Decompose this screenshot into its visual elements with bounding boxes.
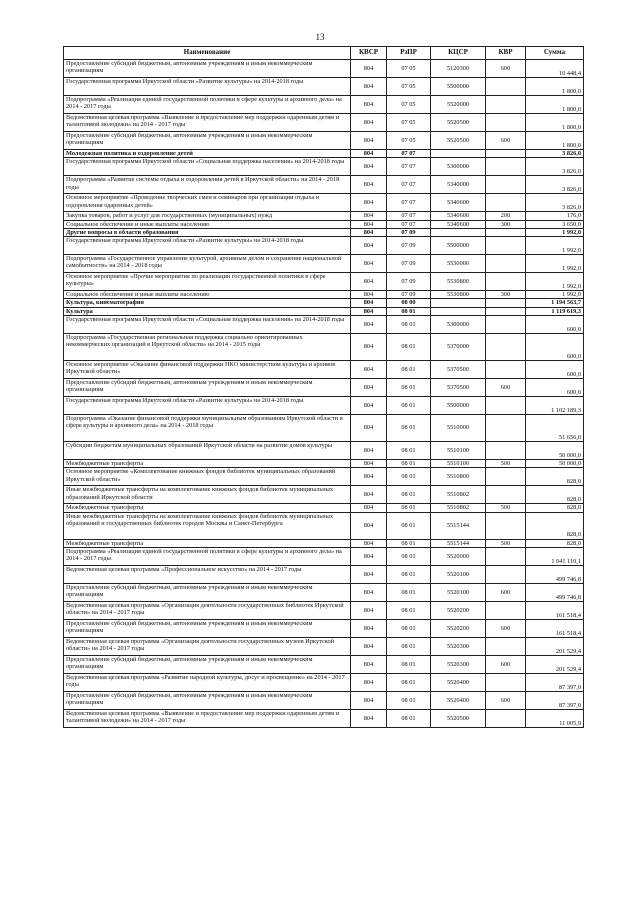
cell-kvsr: 804: [351, 78, 387, 96]
cell-kcsr: 5370000: [431, 334, 486, 361]
cell-sum: 499 746,8: [526, 565, 584, 583]
cell-name: Основное мероприятие «Комплектование книжных фондов библиотек муниципальных образований Иркутской области»: [64, 468, 351, 486]
table-row: [64, 291, 584, 299]
cell-sum: 1 992,0: [526, 273, 584, 291]
cell-sum: 161 518,4: [526, 619, 584, 637]
cell-name: Межбюджетные трансферты: [64, 539, 351, 547]
cell-sum: 1 800,0: [526, 96, 584, 114]
cell-kvr: [486, 299, 526, 307]
header-kcsr: КЦСР: [431, 47, 486, 60]
cell-rzpr: 08 01: [387, 547, 431, 565]
table-row: [64, 547, 584, 565]
cell-rzpr: 07 07: [387, 194, 431, 212]
cell-kvr: [486, 194, 526, 212]
cell-kcsr: 5340600: [431, 212, 486, 220]
cell-rzpr: 08 01: [387, 504, 431, 512]
cell-kvr: 500: [486, 539, 526, 547]
cell-kvsr: 804: [351, 565, 387, 583]
cell-kvsr: 804: [351, 512, 387, 539]
cell-kvr: [486, 78, 526, 96]
cell-name: Подпрограмма «Государственная региональная поддержка социально ориентированных некоммерческих организаций в Иркутской области» на 2014 - 2015 годы: [64, 334, 351, 361]
budget-table: [63, 46, 584, 728]
table-row: [64, 194, 584, 212]
cell-name: Предоставление субсидий бюджетным, автономным учреждениям и иным некоммерческим организациям: [64, 60, 351, 78]
cell-rzpr: 07 07: [387, 220, 431, 228]
cell-kvr: [486, 158, 526, 176]
cell-kvr: [486, 512, 526, 539]
header-kvr: КВР: [486, 47, 526, 60]
cell-kcsr: 5515144: [431, 512, 486, 539]
cell-rzpr: 07 07: [387, 176, 431, 194]
table-row: [64, 228, 584, 236]
table-row: [64, 601, 584, 619]
cell-kvr: [486, 316, 526, 334]
cell-kcsr: 5510000: [431, 415, 486, 442]
table-row: [64, 397, 584, 415]
cell-sum: 600,0: [526, 379, 584, 397]
cell-kcsr: 5520500: [431, 114, 486, 132]
cell-rzpr: 07 09: [387, 255, 431, 273]
cell-rzpr: 07 09: [387, 228, 431, 236]
cell-kcsr: 5520200: [431, 619, 486, 637]
header-rzpr: РзПР: [387, 47, 431, 60]
cell-kvr: [486, 176, 526, 194]
table-row: [64, 316, 584, 334]
cell-kvsr: 804: [351, 194, 387, 212]
cell-kcsr: 5510802: [431, 486, 486, 504]
cell-sum: 1 800,0: [526, 78, 584, 96]
table-row: [64, 583, 584, 601]
cell-kvr: 300: [486, 291, 526, 299]
cell-name: Иные межбюджетные трансферты на комплектование книжных фондов библиотек муниципальных образований и государственных библиотек городов Москвы и Санкт-Петербурга: [64, 512, 351, 539]
cell-kcsr: 5340000: [431, 176, 486, 194]
cell-rzpr: 08 01: [387, 460, 431, 468]
cell-kcsr: 5520200: [431, 601, 486, 619]
cell-sum: 50 000,0: [526, 460, 584, 468]
cell-kvsr: 804: [351, 273, 387, 291]
cell-sum: 828,0: [526, 468, 584, 486]
cell-name: Предоставление субсидий бюджетным, автономным учреждениям и иным некоммерческим организациям: [64, 691, 351, 709]
cell-name: Подпрограмма «Оказание финансовой поддержки муниципальным образованиям Иркутской области в сфере культуры и архивного дела» на 2014 - 2018 годы: [64, 415, 351, 442]
cell-kvr: [486, 237, 526, 255]
cell-sum: 1 992,0: [526, 228, 584, 236]
cell-name: Предоставление субсидий бюджетным, автономным учреждениям и иным некоммерческим организациям: [64, 619, 351, 637]
cell-sum: 1 800,0: [526, 132, 584, 150]
cell-rzpr: 08 01: [387, 334, 431, 361]
cell-kvr: 600: [486, 655, 526, 673]
cell-kcsr: 5520300: [431, 637, 486, 655]
cell-kvr: [486, 114, 526, 132]
cell-kvsr: 804: [351, 619, 387, 637]
cell-kvsr: 804: [351, 307, 387, 315]
cell-name: Подпрограмма «Реализация единой государственной политики в сфере культуры и архивного дела» на 2014 - 2017 годы: [64, 547, 351, 565]
cell-kvsr: 804: [351, 709, 387, 727]
cell-kcsr: 5510800: [431, 468, 486, 486]
cell-rzpr: 08 01: [387, 397, 431, 415]
cell-kcsr: 5500000: [431, 237, 486, 255]
cell-kvr: 500: [486, 460, 526, 468]
table-row: [64, 220, 584, 228]
cell-kvr: 200: [486, 212, 526, 220]
table-row: [64, 691, 584, 709]
cell-rzpr: 08 01: [387, 512, 431, 539]
cell-kvr: [486, 601, 526, 619]
cell-name: Ведомственная целевая программа «Профессиональное искусство» на 2014 - 2017 годы: [64, 565, 351, 583]
cell-sum: 176,0: [526, 212, 584, 220]
cell-sum: 51 656,0: [526, 415, 584, 442]
cell-kcsr: 5370500: [431, 379, 486, 397]
cell-name: Государственная программа Иркутской области «Развитие культуры» на 2014-2018 годы: [64, 78, 351, 96]
cell-kcsr: 5500000: [431, 78, 486, 96]
cell-name: Субсидии бюджетам муниципальных образований Иркутской области на развитие домов культуры: [64, 442, 351, 460]
cell-kvsr: 804: [351, 255, 387, 273]
header-sum: Сумма: [526, 47, 584, 60]
cell-name: Предоставление субсидий бюджетным, автономным учреждениям и иным некоммерческим организациям: [64, 583, 351, 601]
cell-kcsr: 5520400: [431, 691, 486, 709]
cell-kcsr: 5520400: [431, 673, 486, 691]
cell-kvr: [486, 486, 526, 504]
table-row: [64, 673, 584, 691]
cell-name: Ведомственная целевая программа «Выявление и предоставление мер поддержки одаренным детям и талантливой молодежи» на 2014 - 2017 годы: [64, 709, 351, 727]
table-row: [64, 460, 584, 468]
table-row: [64, 512, 584, 539]
table-row: [64, 504, 584, 512]
cell-kcsr: 5515144: [431, 539, 486, 547]
cell-name: Основное мероприятие «Прочие мероприятия по реализации государственной политики в сфере культуры»: [64, 273, 351, 291]
cell-name: Другие вопросы в области образования: [64, 228, 351, 236]
cell-kvsr: 804: [351, 468, 387, 486]
table-row: [64, 468, 584, 486]
cell-rzpr: 08 01: [387, 619, 431, 637]
cell-kcsr: 5300000: [431, 316, 486, 334]
cell-name: Ведомственная целевая программа «Выявление и предоставление мер поддержки одаренным детям и талантливой молодежи» на 2014 - 2017 годы: [64, 114, 351, 132]
table-row: [64, 237, 584, 255]
cell-rzpr: 07 05: [387, 78, 431, 96]
cell-kvsr: 804: [351, 442, 387, 460]
header-kvsr: КВСР: [351, 47, 387, 60]
cell-rzpr: 08 01: [387, 583, 431, 601]
cell-name: Ведомственная целевая программа «Развитие народной культуры, досуг и просвещение» на 2014 - 2017 годы: [64, 673, 351, 691]
cell-rzpr: 07 05: [387, 132, 431, 150]
table-row: [64, 379, 584, 397]
cell-name: Культура, кинематография: [64, 299, 351, 307]
cell-name: Государственная программа Иркутской области «Развитие культуры» на 2014-2018 годы: [64, 237, 351, 255]
cell-kvsr: 804: [351, 96, 387, 114]
table-row: [64, 212, 584, 220]
cell-sum: 1 102 189,3: [526, 397, 584, 415]
table-row: [64, 442, 584, 460]
cell-sum: 201 529,4: [526, 655, 584, 673]
cell-kvr: [486, 397, 526, 415]
cell-rzpr: 08 01: [387, 655, 431, 673]
cell-sum: 499 746,8: [526, 583, 584, 601]
cell-kvr: [486, 709, 526, 727]
cell-kvsr: 804: [351, 397, 387, 415]
cell-rzpr: 08 01: [387, 565, 431, 583]
cell-name: Подпрограмма «Реализация единой государственной политики в сфере культуры и архивного дела» на 2014 - 2017 годы: [64, 96, 351, 114]
cell-rzpr: 07 07: [387, 150, 431, 158]
cell-kvsr: 804: [351, 583, 387, 601]
cell-kcsr: 5530800: [431, 273, 486, 291]
cell-name: Ведомственная целевая программа «Организация деятельности государственных музеев Иркутской области» на 2014 - 2017 годы: [64, 637, 351, 655]
cell-sum: 201 529,4: [526, 637, 584, 655]
cell-name: Предоставление субсидий бюджетным, автономным учреждениям и иным некоммерческим организациям: [64, 655, 351, 673]
cell-kvsr: 804: [351, 220, 387, 228]
table-row: [64, 96, 584, 114]
cell-kvsr: 804: [351, 673, 387, 691]
cell-kvsr: 804: [351, 158, 387, 176]
cell-rzpr: 07 05: [387, 96, 431, 114]
cell-name: Основное мероприятие «Оказание финансовой поддержки НКО министерством культуры и архивов Иркутской области»: [64, 361, 351, 379]
cell-name: Предоставление субсидий бюджетным, автономным учреждениям и иным некоммерческим организациям: [64, 379, 351, 397]
cell-rzpr: 07 05: [387, 114, 431, 132]
cell-sum: 600,0: [526, 316, 584, 334]
cell-sum: 1 194 563,7: [526, 299, 584, 307]
cell-rzpr: 08 01: [387, 316, 431, 334]
cell-rzpr: 07 09: [387, 237, 431, 255]
table-row: [64, 299, 584, 307]
table-row: [64, 273, 584, 291]
cell-name: Иные межбюджетные трансферты на комплектование книжных фондов библиотек муниципальных образований Иркутской области: [64, 486, 351, 504]
cell-rzpr: 08 01: [387, 361, 431, 379]
cell-kvsr: 804: [351, 237, 387, 255]
cell-kvr: [486, 361, 526, 379]
cell-sum: 828,0: [526, 512, 584, 539]
cell-kvsr: 804: [351, 655, 387, 673]
cell-sum: 161 518,4: [526, 601, 584, 619]
cell-kvsr: 804: [351, 212, 387, 220]
table-row: [64, 307, 584, 315]
cell-sum: 3 826,0: [526, 158, 584, 176]
cell-rzpr: 08 00: [387, 299, 431, 307]
cell-kvr: [486, 307, 526, 315]
cell-kvr: 300: [486, 220, 526, 228]
cell-kcsr: 5520100: [431, 583, 486, 601]
cell-kcsr: 5530800: [431, 291, 486, 299]
cell-kvsr: 804: [351, 504, 387, 512]
cell-rzpr: 08 01: [387, 307, 431, 315]
cell-kcsr: 5510100: [431, 442, 486, 460]
cell-kvsr: 804: [351, 150, 387, 158]
cell-rzpr: 08 01: [387, 601, 431, 619]
cell-sum: 3 650,0: [526, 220, 584, 228]
cell-kvsr: 804: [351, 691, 387, 709]
cell-rzpr: 07 09: [387, 291, 431, 299]
cell-rzpr: 08 01: [387, 539, 431, 547]
cell-sum: 10 448,4: [526, 60, 584, 78]
table-row: [64, 655, 584, 673]
cell-kvsr: 804: [351, 316, 387, 334]
cell-kvsr: 804: [351, 637, 387, 655]
cell-kvr: [486, 255, 526, 273]
cell-name: Социальное обеспечение и иные выплаты населению: [64, 291, 351, 299]
cell-rzpr: 08 01: [387, 637, 431, 655]
cell-kcsr: 5520000: [431, 96, 486, 114]
cell-kvr: 600: [486, 691, 526, 709]
cell-kvsr: 804: [351, 547, 387, 565]
cell-kvr: [486, 673, 526, 691]
cell-kcsr: 5340600: [431, 220, 486, 228]
cell-name: Основное мероприятие «Проведение творческих смен и семинаров при организации отдыха и оздоровления одаренных детей»: [64, 194, 351, 212]
table-row: [64, 176, 584, 194]
cell-kcsr: [431, 228, 486, 236]
cell-rzpr: 08 01: [387, 468, 431, 486]
cell-sum: 828,0: [526, 486, 584, 504]
cell-kvr: [486, 150, 526, 158]
cell-kvr: 500: [486, 504, 526, 512]
cell-kcsr: 5520300: [431, 655, 486, 673]
table-row: [64, 539, 584, 547]
cell-name: Предоставление субсидий бюджетным, автономным учреждениям и иным некоммерческим организациям: [64, 132, 351, 150]
cell-kcsr: 5520100: [431, 565, 486, 583]
table-row: [64, 637, 584, 655]
cell-kvsr: 804: [351, 460, 387, 468]
table-row: [64, 709, 584, 727]
cell-rzpr: 08 01: [387, 379, 431, 397]
cell-kcsr: 5510100: [431, 460, 486, 468]
table-row: [64, 255, 584, 273]
cell-sum: 828,0: [526, 539, 584, 547]
cell-kcsr: [431, 299, 486, 307]
cell-kvsr: 804: [351, 299, 387, 307]
cell-rzpr: 07 05: [387, 60, 431, 78]
cell-kvsr: 804: [351, 415, 387, 442]
cell-name: Государственная программа Иркутской области «Социальная поддержка населения» на 2014-2018 годы: [64, 158, 351, 176]
cell-sum: 3 826,0: [526, 150, 584, 158]
table-row: [64, 334, 584, 361]
cell-name: Социальное обеспечение и иные выплаты населению: [64, 220, 351, 228]
cell-kcsr: 5300000: [431, 158, 486, 176]
cell-sum: 600,0: [526, 334, 584, 361]
table-row: [64, 486, 584, 504]
cell-name: Межбюджетные трансферты: [64, 460, 351, 468]
cell-kcsr: 5520500: [431, 709, 486, 727]
cell-kvr: [486, 547, 526, 565]
cell-name: Ведомственная целевая программа «Организация деятельности государственных библиотек Иркутской области» на 2014 - 2017 годы: [64, 601, 351, 619]
cell-sum: 1 992,0: [526, 291, 584, 299]
cell-rzpr: 08 01: [387, 486, 431, 504]
table-row: [64, 114, 584, 132]
cell-name: Государственная программа Иркутской области «Развитие культуры» на 2014-2018 годы: [64, 397, 351, 415]
cell-kcsr: 5520500: [431, 132, 486, 150]
cell-sum: 3 826,0: [526, 176, 584, 194]
cell-kvr: [486, 637, 526, 655]
cell-kvr: [486, 273, 526, 291]
cell-kvr: 600: [486, 619, 526, 637]
table-row: [64, 619, 584, 637]
table-row: [64, 158, 584, 176]
cell-name: Государственная программа Иркутской области «Социальная поддержка населения» на 2014-2018 годы: [64, 316, 351, 334]
table-header-row: [64, 47, 584, 60]
cell-rzpr: 08 01: [387, 442, 431, 460]
cell-kvr: [486, 228, 526, 236]
cell-kcsr: 5370500: [431, 361, 486, 379]
cell-sum: 1 992,0: [526, 237, 584, 255]
cell-name: Подпрограмма «Развитие системы отдыха и оздоровления детей в Иркутской области» на 2014 - 2018 годы: [64, 176, 351, 194]
cell-kcsr: 5500000: [431, 397, 486, 415]
cell-sum: 11 005,9: [526, 709, 584, 727]
cell-sum: 1 041 110,1: [526, 547, 584, 565]
cell-kcsr: 5520000: [431, 547, 486, 565]
cell-kvsr: 804: [351, 132, 387, 150]
table-body: [64, 60, 584, 728]
cell-kcsr: [431, 307, 486, 315]
cell-kvsr: 804: [351, 334, 387, 361]
cell-kcsr: 5120300: [431, 60, 486, 78]
cell-kcsr: [431, 150, 486, 158]
cell-kvsr: 804: [351, 539, 387, 547]
cell-kvr: [486, 334, 526, 361]
cell-sum: 50 000,0: [526, 442, 584, 460]
cell-kvr: 600: [486, 379, 526, 397]
cell-kvr: [486, 415, 526, 442]
cell-kvsr: 804: [351, 291, 387, 299]
cell-kvsr: 804: [351, 176, 387, 194]
table-row: [64, 78, 584, 96]
cell-rzpr: 08 01: [387, 709, 431, 727]
cell-sum: 1 800,0: [526, 114, 584, 132]
cell-kvr: 600: [486, 60, 526, 78]
table-row: [64, 150, 584, 158]
cell-kvr: [486, 565, 526, 583]
cell-sum: 87 397,0: [526, 673, 584, 691]
cell-rzpr: 07 07: [387, 158, 431, 176]
cell-kvr: 600: [486, 132, 526, 150]
cell-kcsr: 5340600: [431, 194, 486, 212]
header-name: Наименование: [64, 47, 351, 60]
cell-kvsr: 804: [351, 228, 387, 236]
cell-kcsr: 5510802: [431, 504, 486, 512]
cell-rzpr: 08 01: [387, 673, 431, 691]
cell-name: Культура: [64, 307, 351, 315]
cell-kvsr: 804: [351, 60, 387, 78]
cell-kvsr: 804: [351, 486, 387, 504]
cell-rzpr: 07 09: [387, 273, 431, 291]
cell-kvsr: 804: [351, 379, 387, 397]
cell-kvsr: 804: [351, 601, 387, 619]
table-row: [64, 60, 584, 78]
table-row: [64, 565, 584, 583]
table-row: [64, 361, 584, 379]
cell-kvr: [486, 96, 526, 114]
cell-sum: 600,0: [526, 361, 584, 379]
cell-name: Молодежная политика и оздоровление детей: [64, 150, 351, 158]
cell-sum: 87 397,0: [526, 691, 584, 709]
cell-sum: 828,0: [526, 504, 584, 512]
cell-sum: 1 992,0: [526, 255, 584, 273]
page-number: 13: [315, 32, 325, 42]
cell-name: Подпрограмма «Государственное управление культурой, архивным делом и сохранение национальной самобытности» на 2014 - 2018 годы: [64, 255, 351, 273]
cell-kvr: [486, 442, 526, 460]
cell-kcsr: 5530000: [431, 255, 486, 273]
cell-rzpr: 08 01: [387, 415, 431, 442]
cell-kvr: 600: [486, 583, 526, 601]
cell-sum: 1 119 619,3: [526, 307, 584, 315]
table-row: [64, 132, 584, 150]
cell-name: Межбюджетные трансферты: [64, 504, 351, 512]
cell-sum: 3 826,0: [526, 194, 584, 212]
cell-kvsr: 804: [351, 361, 387, 379]
cell-name: Закупка товаров, работ и услуг для государственных (муниципальных) нужд: [64, 212, 351, 220]
cell-rzpr: 08 01: [387, 691, 431, 709]
cell-rzpr: 07 07: [387, 212, 431, 220]
cell-kvsr: 804: [351, 114, 387, 132]
cell-kvr: [486, 468, 526, 486]
table-row: [64, 415, 584, 442]
